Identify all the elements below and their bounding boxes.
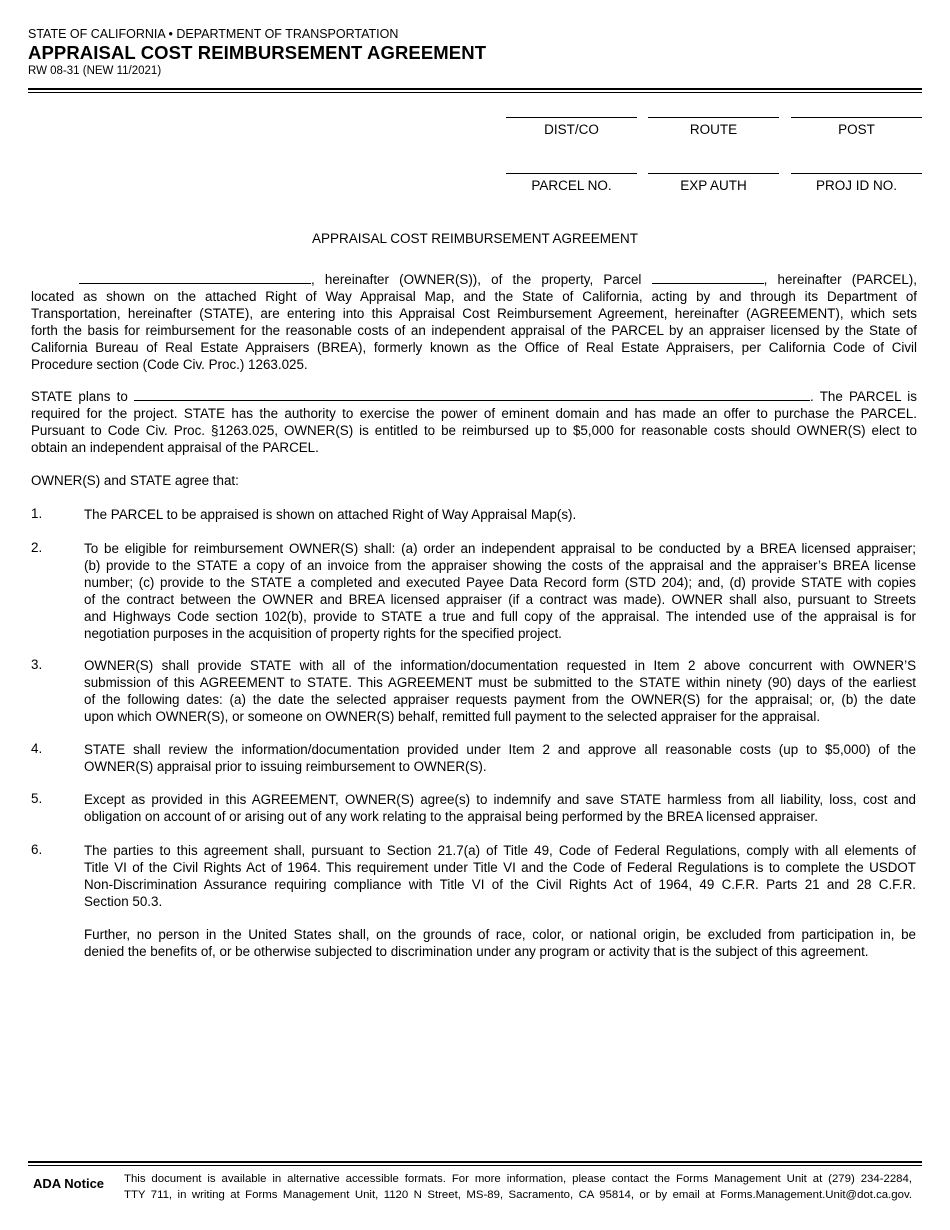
- item-2-line-5: and Highways Code section 102(b), provide to STATE a true and full copy of the appraisal. The intended use of the appraisal is for: [84, 609, 916, 624]
- item-number-5: 5.: [31, 791, 43, 806]
- item-5-line-2: obligation on account of or arising out of any work relating to the appraisal being performed by the BREA licensed appraiser.: [84, 809, 818, 824]
- item-number-4: 4.: [31, 741, 43, 756]
- item-6-extra-line-2: denied the benefits of, or be otherwise subjected to discrimination under any program or activity that is the subject of this agreement.: [84, 944, 869, 959]
- item-2-line-6: negotiation purposes in the acquisition of property rights for the specified project.: [84, 626, 562, 641]
- parcel-no-field[interactable]: [506, 173, 637, 193]
- item-2-line-2: (b) provide to the STATE a copy of an invoice from the appraiser showing the costs of the appraisal and the appraiser’s BREA license: [84, 558, 916, 573]
- item-4-line-2: OWNER(S) appraisal prior to issuing reimbursement to OWNER(S).: [84, 759, 487, 774]
- dist-co-field[interactable]: [506, 117, 637, 137]
- item-3-line-2: submission of this AGREEMENT to STATE. This AGREEMENT must be submitted to the STATE within ninety (90) days of the earliest: [84, 675, 916, 690]
- plans-line-1: [31, 387, 917, 405]
- intro-seg-2: , hereinafter (PARCEL),: [763, 272, 917, 287]
- agree-intro: [31, 472, 917, 489]
- dist-co-label: DIST/CO: [544, 122, 599, 137]
- item-3-line-3: of the following dates: (a) the date the selected appraiser requests payment from the OWNER(S) for the appraisal; or, (b) the date: [84, 692, 916, 707]
- intro-line-5: California Bureau of Real Estate Appraisers (BREA), formerly known as the Office of Real Estate Appraisers, per California Code of Civil: [31, 340, 917, 355]
- route-field[interactable]: [648, 117, 779, 137]
- form-number: RW 08-31 (NEW 11/2021): [28, 65, 162, 77]
- item-1: [84, 506, 916, 523]
- parcel-no-label: PARCEL NO.: [531, 178, 612, 193]
- proj-id-field[interactable]: [791, 173, 922, 193]
- intro-line-3: Transportation, hereinafter (STATE), are entering into this Appraisal Cost Reimbursement Agreement, hereinafter (AGREEMENT), which sets: [31, 306, 917, 321]
- ada-line-1: This document is available in alternative accessible formats. For more information, please contact the Forms Management Unit at (279) 234-2284,: [124, 1173, 912, 1185]
- item-6: [84, 842, 916, 960]
- item-4: [84, 741, 916, 775]
- item-3: [84, 657, 916, 725]
- plans-paragraph: [31, 387, 917, 456]
- department-heading: STATE OF CALIFORNIA • DEPARTMENT OF TRANSPORTATION: [28, 27, 399, 41]
- intro-seg-1: , hereinafter (OWNER(S)), of the property, Parcel: [311, 272, 642, 287]
- item-6-extra-line-1: Further, no person in the United States shall, on the grounds of race, color, or national origin, be excluded from participation in, be: [84, 927, 916, 942]
- item-number-1: 1.: [31, 506, 43, 521]
- item-3-line-1: OWNER(S) shall provide STATE with all of the information/documentation requested in Item 2 above concurrent with OWNER’S: [84, 658, 916, 673]
- intro-line-2: located as shown on the attached Right of Way Appraisal Map, and the State of California, acting by and through its Department of: [31, 289, 917, 304]
- item-number-6: 6.: [31, 842, 43, 857]
- plans-line-3: Pursuant to Code Civ. Proc. §1263.025, OWNER(S) is entitled to be reimbursed up to $5,000 for reasonable costs should OWNER(S) elect to: [31, 423, 917, 438]
- item-number-3: 3.: [31, 657, 43, 672]
- agree-intro-text: OWNER(S) and STATE agree that:: [31, 473, 239, 488]
- exp-auth-label: EXP AUTH: [680, 178, 747, 193]
- route-label: ROUTE: [689, 122, 738, 137]
- dist-co-line[interactable]: [506, 117, 637, 118]
- item-2-line-1: To be eligible for reimbursement OWNER(S) shall: (a) order an independent appraisal to be conducted by a BREA licensed appraiser;: [84, 541, 916, 556]
- footer-rule-thick: [28, 1161, 922, 1163]
- intro-line-6: Procedure section (Code Civ. Proc.) 1263.025.: [31, 357, 308, 372]
- post-field[interactable]: [791, 117, 922, 137]
- item-number-2: 2.: [31, 540, 43, 555]
- plans-suffix: . The PARCEL is: [810, 389, 917, 404]
- item-3-line-4: upon which OWNER(S), or someone on OWNER(S) behalf, remitted full payment to the selected appraiser for the appraisal.: [84, 709, 821, 724]
- owner-name-blank[interactable]: [79, 270, 311, 284]
- item-2: [84, 540, 916, 642]
- item-6-line-3: Non-Discrimination Assurance requiring compliance with Title VI of the Civil Rights Act of 1964, 49 C.F.R. Parts 21 and 28 C.F.R.: [84, 877, 916, 892]
- item-5-line-1: Except as provided in this AGREEMENT, OWNER(S) agree(s) to indemnify and save STATE harmless from all liability, loss, cost and: [84, 792, 916, 807]
- parcel-blank[interactable]: [652, 270, 764, 284]
- post-label: POST: [838, 122, 875, 137]
- intro-line-1: [31, 270, 917, 288]
- agreement-heading: APPRAISAL COST REIMBURSEMENT AGREEMENT: [311, 231, 639, 246]
- item-6-line-2: Title VI of the Civil Rights Act of 1964. This requirement under Title VI and the Code of Federal Regulations is to complete the USDOT: [84, 860, 916, 875]
- post-line[interactable]: [791, 117, 922, 118]
- plans-line-2: required for the project. STATE has the authority to exercise the power of eminent domain and has made an offer to purchase the PARCEL.: [31, 406, 917, 421]
- intro-paragraph: [31, 270, 917, 373]
- item-6-line-4: Section 50.3.: [84, 894, 163, 909]
- intro-line-4: forth the basis for reimbursement for the reasonable costs of an independent appraisal of the PARCEL by an appraiser licensed by the State of: [31, 323, 917, 338]
- plans-prefix: STATE plans to: [31, 389, 128, 404]
- footer-rule-thin: [28, 1165, 922, 1166]
- item-2-line-3: number; (c) provide to the STATE a completed and executed Payee Data Record form (STD 204); and, (d) provide STATE with copies: [84, 575, 916, 590]
- ada-notice-label: ADA Notice: [33, 1176, 105, 1191]
- exp-auth-field[interactable]: [648, 173, 779, 193]
- header-rule-thick: [28, 88, 922, 90]
- item-6-line-1: The parties to this agreement shall, pursuant to Section 21.7(a) of Title 49, Code of Federal Regulations, comply with all elements of: [84, 843, 916, 858]
- header-rule-thin: [28, 92, 922, 93]
- parcel-no-line[interactable]: [506, 173, 637, 174]
- ada-notice-text: [124, 1171, 912, 1203]
- exp-auth-line[interactable]: [648, 173, 779, 174]
- proj-id-label: PROJ ID NO.: [815, 178, 897, 193]
- item-4-line-1: STATE shall review the information/documentation provided under Item 2 and approve all reasonable costs (up to $5,000) of the: [84, 742, 916, 757]
- plans-line-4: obtain an independent appraisal of the PARCEL.: [31, 440, 319, 455]
- route-line[interactable]: [648, 117, 779, 118]
- form-title: APPRAISAL COST REIMBURSEMENT AGREEMENT: [28, 42, 487, 63]
- proj-id-line[interactable]: [791, 173, 922, 174]
- project-purpose-blank[interactable]: [134, 387, 810, 401]
- ada-line-2: TTY 711, in writing at Forms Management Unit, 1120 N Street, MS-89, Sacramento, CA 95814, or by email at Forms.Management.Unit@dot.ca.gov.: [124, 1189, 912, 1201]
- item-5: [84, 791, 916, 825]
- item-1-line-1: The PARCEL to be appraised is shown on attached Right of Way Appraisal Map(s).: [84, 507, 577, 522]
- item-2-line-4: of the contract between the OWNER and BREA licensed appraiser (if a contract was made). OWNER shall also, pursuant to Streets: [84, 592, 916, 607]
